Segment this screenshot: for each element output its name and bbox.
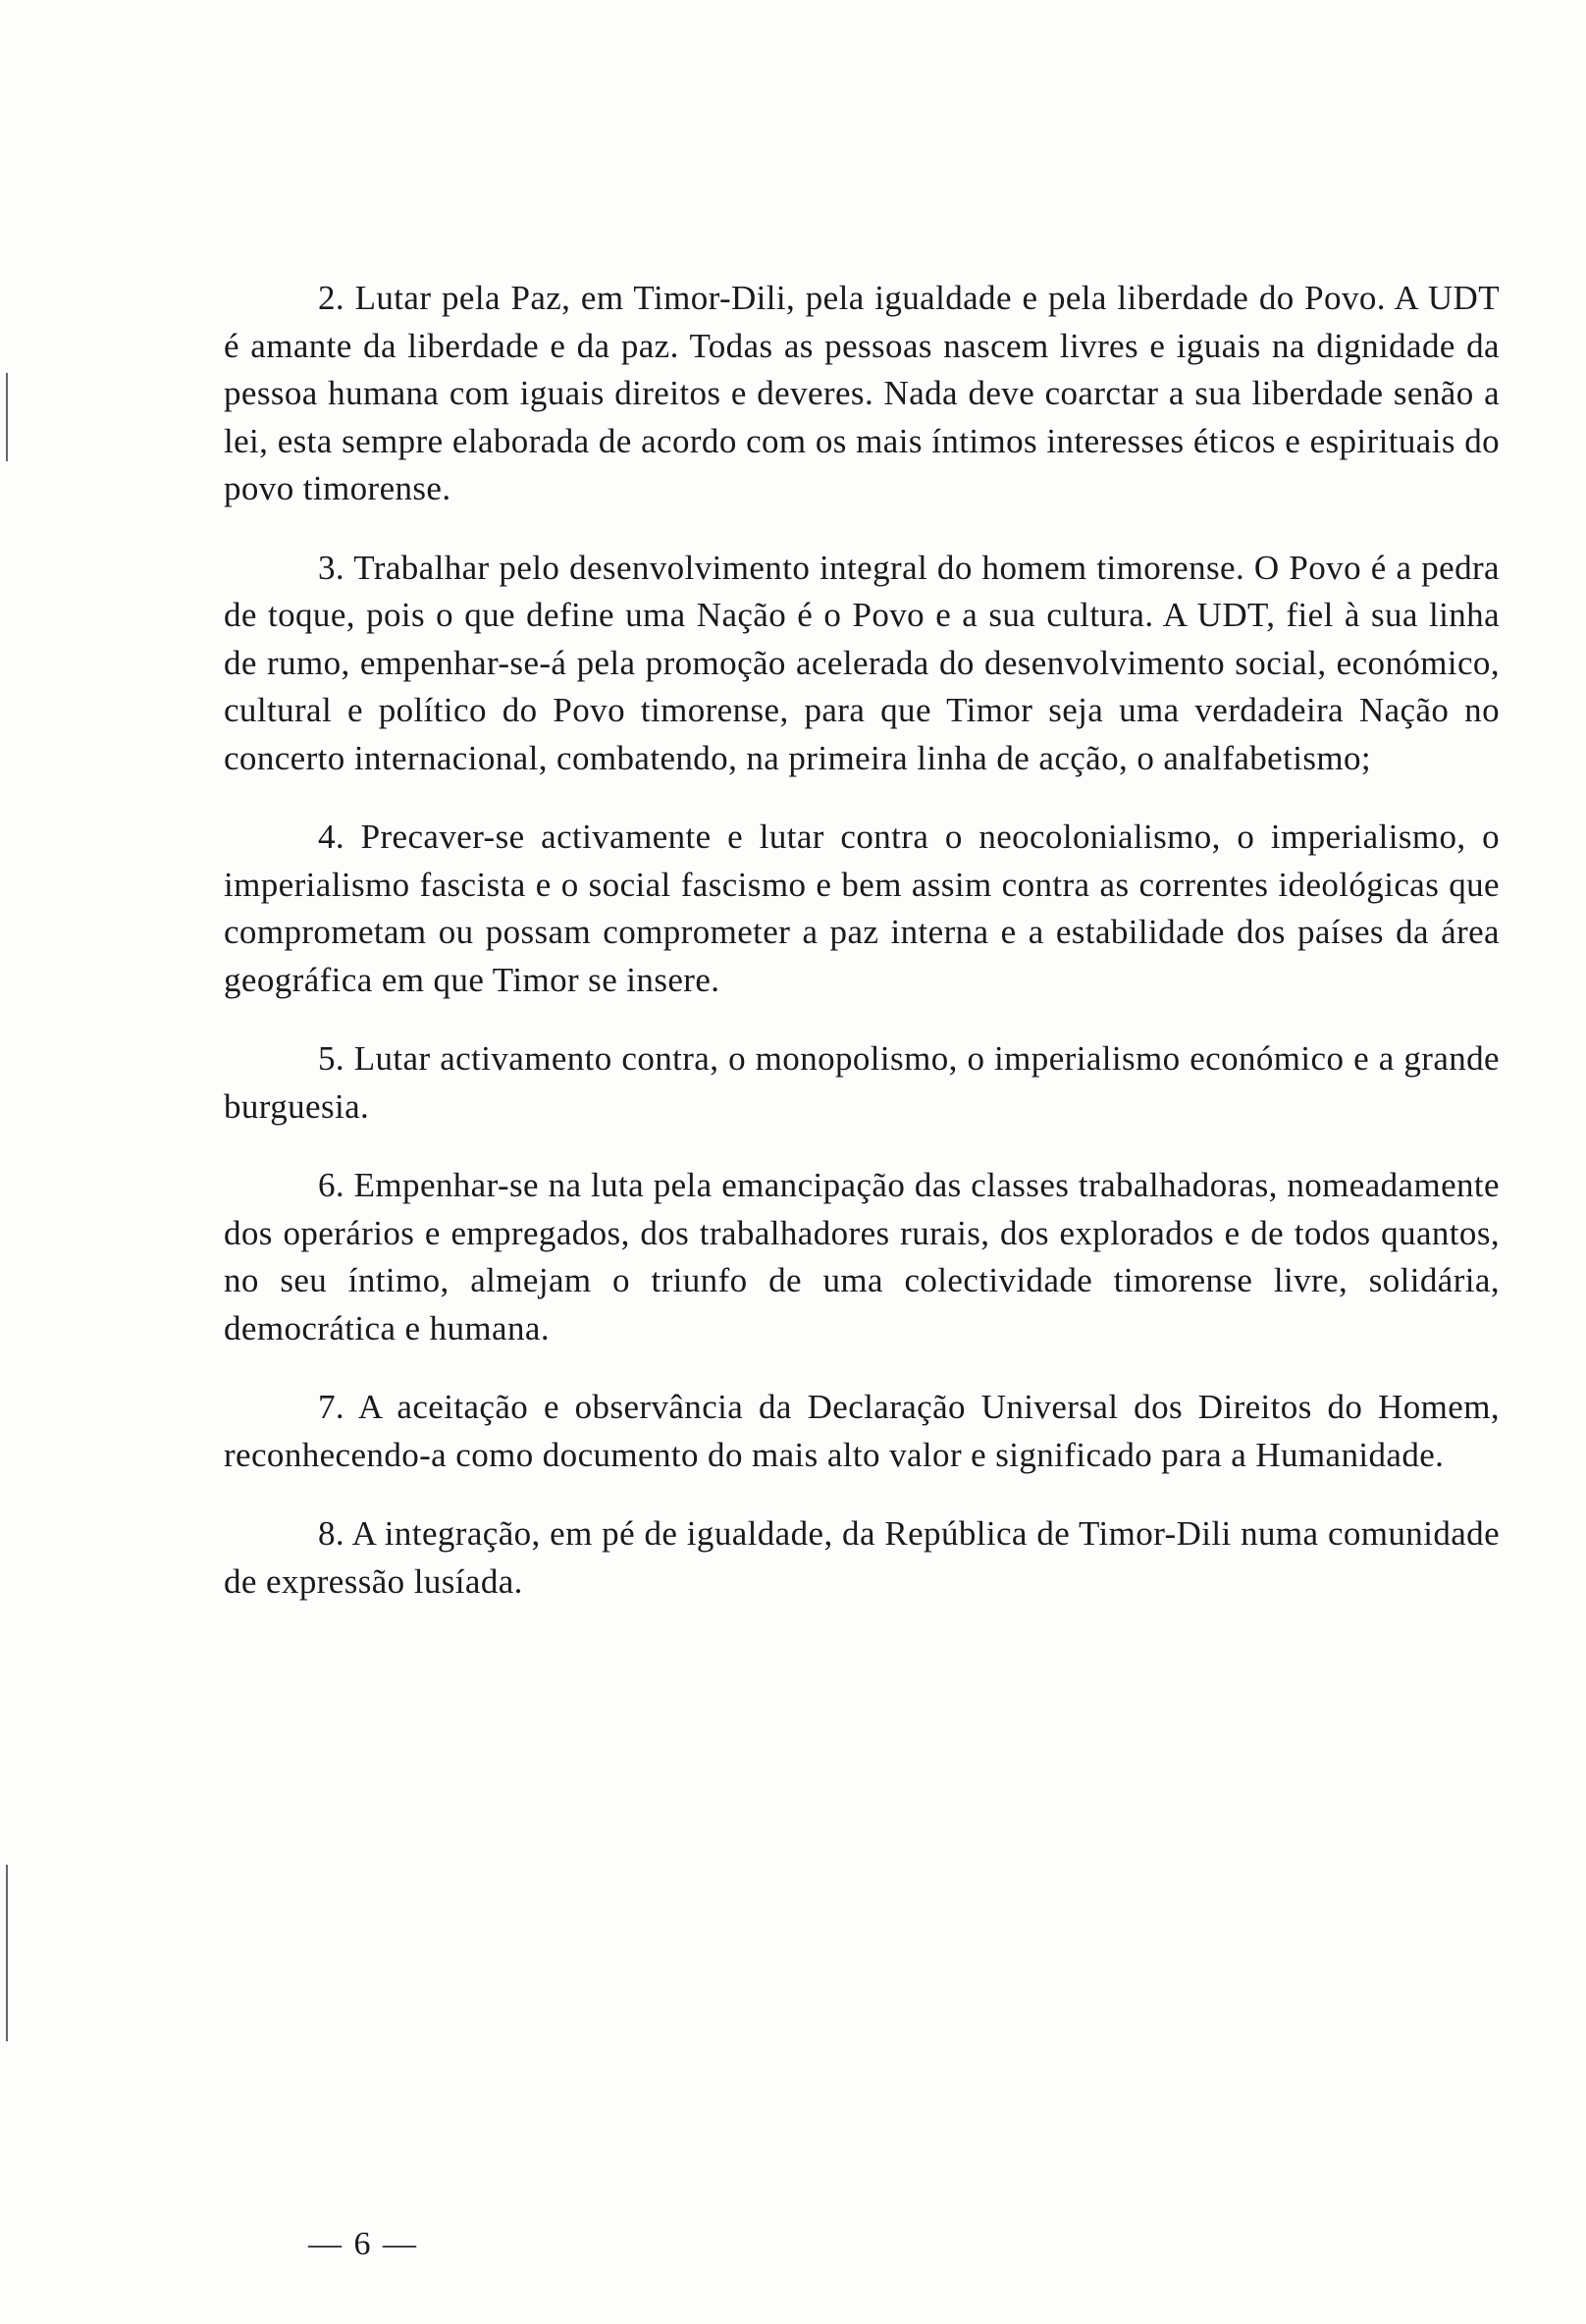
paragraph-item-3: 3. Trabalhar pelo desenvolvimento integral do homem timorense. O Povo é a pedra de toque, pois o que define uma Nação é o Povo e a sua cultura. A UDT, fiel à sua linha de rumo, empenhar-se-á pela promoção acelerada do desenvolvimento social, económico, cultural e político do Povo timorense, para que Timor seja uma verdadeira Nação no concerto internacional, combatendo, na primeira linha de acção, o analfabetismo; <box>224 548 1500 777</box>
paragraph-item-4: 4. Precaver-se activamente e lutar contra o neocolonialismo, o imperialismo, o imperialismo fascista e o social fascismo e bem assim contra as correntes ideológicas que comprometam ou possam comprometer a paz interna e a estabilidade dos países da área geográfica em que Timor se insere. <box>224 818 1500 999</box>
paragraph-item-7: 7. A aceitação e observância da Declaração Universal dos Direitos do Homem, reconhecendo-a como documento do mais alto valor e significado para a Humanidade. <box>224 1388 1500 1474</box>
page-number: — 6 — <box>308 2226 418 2262</box>
paragraph-item-5: 5. Lutar activamento contra, o monopolismo, o imperialismo económico e a grande burguesia. <box>224 1039 1500 1126</box>
scan-margin-mark <box>6 373 8 461</box>
paragraph-item-8: 8. A integração, em pé de igualdade, da República de Timor-Dili numa comunidade de expressão lusíada. <box>224 1514 1500 1601</box>
paragraph-item-2: 2. Lutar pela Paz, em Timor-Dili, pela igualdade e pela liberdade do Povo. A UDT é amante da liberdade e da paz. Todas as pessoas nascem livres e iguais na dignidade da pessoa humana com iguais direitos e deveres. Nada deve coarctar a sua liberdade senão a lei, esta sempre elaborada de acordo com os mais íntimos interesses éticos e espirituais do povo timorense. <box>224 279 1500 507</box>
paragraph-item-6: 6. Empenhar-se na luta pela emancipação das classes trabalhadoras, nomeadamente dos operários e empregados, dos trabalhadores rurais, dos explorados e de todos quantos, no seu íntimo, almejam o triunfo de uma colectividade timorense livre, solidária, democrática e humana. <box>224 1166 1500 1347</box>
document-body <box>224 275 1500 1637</box>
scan-margin-mark <box>6 1865 8 2041</box>
